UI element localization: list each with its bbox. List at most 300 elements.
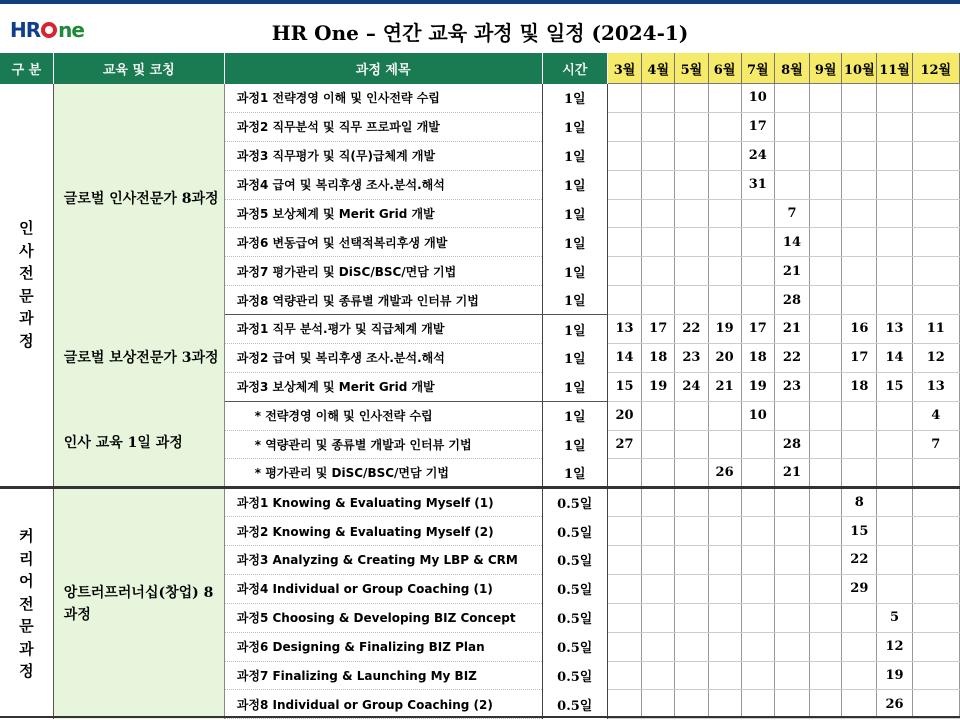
month-date-cell xyxy=(607,84,641,113)
month-date-cell xyxy=(642,661,675,690)
month-date-cell xyxy=(842,459,877,488)
month-date-cell xyxy=(842,632,877,661)
program-name: 인사 교육 1일 과정 xyxy=(53,401,224,488)
month-date-cell xyxy=(741,199,774,228)
course-title: 과정5 보상체계 및 Merit Grid 개발 xyxy=(224,199,542,228)
month-date-cell: 11 xyxy=(912,315,959,344)
month-date-cell xyxy=(642,199,675,228)
month-date-cell xyxy=(877,170,912,199)
course-title: 과정5 Choosing & Developing BIZ Concept xyxy=(224,603,542,632)
category-char: 과 xyxy=(19,309,34,328)
month-date-cell xyxy=(642,257,675,286)
month-date-cell xyxy=(810,546,842,575)
month-date-cell: 23 xyxy=(675,343,708,372)
course-duration: 0.5일 xyxy=(542,661,607,690)
course-duration: 1일 xyxy=(542,257,607,286)
month-date-cell: 19 xyxy=(741,372,774,401)
course-title: 과정2 급여 및 복리후생 조사.분석.해석 xyxy=(224,343,542,372)
month-date-cell: 12 xyxy=(877,632,912,661)
month-date-cell xyxy=(877,401,912,430)
logo-ring-icon xyxy=(41,22,57,38)
title-bar xyxy=(0,4,960,52)
month-date-cell xyxy=(810,372,842,401)
program-name: 글로벌 인사전문가 8과정 xyxy=(53,84,224,315)
month-date-cell xyxy=(642,632,675,661)
course-duration: 1일 xyxy=(542,170,607,199)
header-month: 12월 xyxy=(912,53,959,84)
month-date-cell xyxy=(708,228,741,257)
month-date-cell xyxy=(810,228,842,257)
month-date-cell xyxy=(642,286,675,315)
month-date-cell xyxy=(708,488,741,517)
month-date-cell xyxy=(642,690,675,719)
month-date-cell xyxy=(708,84,741,113)
month-date-cell xyxy=(741,459,774,488)
month-date-cell xyxy=(675,112,708,141)
month-date-cell xyxy=(877,112,912,141)
month-date-cell xyxy=(842,690,877,719)
month-date-cell xyxy=(774,690,809,719)
month-date-cell: 17 xyxy=(741,112,774,141)
month-date-cell: 21 xyxy=(708,372,741,401)
month-date-cell xyxy=(912,632,959,661)
month-date-cell xyxy=(877,546,912,575)
course-title: 과정1 전략경영 이해 및 인사전략 수립 xyxy=(224,84,542,113)
month-date-cell: 15 xyxy=(877,372,912,401)
month-date-cell xyxy=(912,546,959,575)
course-title: 과정2 Knowing & Evaluating Myself (2) xyxy=(224,517,542,546)
month-date-cell: 14 xyxy=(877,343,912,372)
month-date-cell: 8 xyxy=(842,488,877,517)
program-name: 앙트러프러너십(창업) 8과정 xyxy=(53,488,224,719)
month-date-cell xyxy=(708,690,741,719)
logo-text-hr: HR xyxy=(10,18,41,42)
month-date-cell xyxy=(810,517,842,546)
month-date-cell xyxy=(741,661,774,690)
month-date-cell: 21 xyxy=(774,257,809,286)
month-date-cell xyxy=(708,661,741,690)
month-date-cell xyxy=(810,257,842,286)
course-title: * 평가관리 및 DiSC/BSC/면담 기법 xyxy=(224,459,542,488)
month-date-cell xyxy=(642,170,675,199)
month-date-cell xyxy=(675,228,708,257)
course-title: * 전략경영 이해 및 인사전략 수립 xyxy=(224,401,542,430)
course-duration: 1일 xyxy=(542,141,607,170)
month-date-cell: 23 xyxy=(774,372,809,401)
month-date-cell xyxy=(607,199,641,228)
table-row xyxy=(0,401,960,430)
course-title: 과정1 Knowing & Evaluating Myself (1) xyxy=(224,488,542,517)
month-date-cell xyxy=(842,199,877,228)
table-header-row xyxy=(0,53,960,84)
month-date-cell xyxy=(675,574,708,603)
month-date-cell xyxy=(708,170,741,199)
month-date-cell xyxy=(642,228,675,257)
hrone-logo xyxy=(10,18,84,42)
section-category xyxy=(0,488,53,719)
course-title: 과정6 변동급여 및 선택적복리후생 개발 xyxy=(224,228,542,257)
month-date-cell xyxy=(642,459,675,488)
month-date-cell xyxy=(877,228,912,257)
month-date-cell xyxy=(675,603,708,632)
month-date-cell xyxy=(810,430,842,459)
logo-text-ne: ne xyxy=(58,18,84,42)
header-program: 교육 및 코칭 xyxy=(53,53,224,84)
month-date-cell xyxy=(708,603,741,632)
course-duration: 1일 xyxy=(542,315,607,344)
month-date-cell xyxy=(675,430,708,459)
month-date-cell xyxy=(810,401,842,430)
course-title: 과정3 Analyzing & Creating My LBP & CRM xyxy=(224,546,542,575)
month-date-cell xyxy=(877,141,912,170)
month-date-cell xyxy=(675,257,708,286)
month-date-cell xyxy=(741,488,774,517)
section-category xyxy=(0,84,53,488)
header-month: 5월 xyxy=(675,53,708,84)
course-duration: 0.5일 xyxy=(542,488,607,517)
month-date-cell: 22 xyxy=(675,315,708,344)
month-date-cell xyxy=(810,112,842,141)
month-date-cell xyxy=(675,546,708,575)
month-date-cell: 26 xyxy=(708,459,741,488)
month-date-cell xyxy=(877,574,912,603)
course-title: 과정8 역량관리 및 종류별 개발과 인터뷰 기법 xyxy=(224,286,542,315)
month-date-cell: 10 xyxy=(741,401,774,430)
month-date-cell xyxy=(842,257,877,286)
month-date-cell xyxy=(877,286,912,315)
month-date-cell xyxy=(675,141,708,170)
course-duration: 0.5일 xyxy=(542,690,607,719)
month-date-cell xyxy=(642,546,675,575)
month-date-cell xyxy=(607,603,641,632)
header-month: 10월 xyxy=(842,53,877,84)
month-date-cell: 29 xyxy=(842,574,877,603)
month-date-cell xyxy=(675,517,708,546)
month-date-cell xyxy=(741,430,774,459)
month-date-cell xyxy=(912,574,959,603)
month-date-cell xyxy=(877,84,912,113)
course-title: 과정3 보상체계 및 Merit Grid 개발 xyxy=(224,372,542,401)
month-date-cell xyxy=(675,84,708,113)
month-date-cell: 24 xyxy=(741,141,774,170)
month-date-cell xyxy=(810,459,842,488)
category-char: 과 xyxy=(19,639,34,658)
month-date-cell: 21 xyxy=(774,459,809,488)
month-date-cell xyxy=(708,401,741,430)
month-date-cell xyxy=(810,632,842,661)
month-date-cell xyxy=(675,401,708,430)
month-date-cell xyxy=(810,286,842,315)
course-duration: 0.5일 xyxy=(542,574,607,603)
month-date-cell xyxy=(810,141,842,170)
month-date-cell xyxy=(607,228,641,257)
month-date-cell xyxy=(877,517,912,546)
month-date-cell xyxy=(675,488,708,517)
month-date-cell xyxy=(842,228,877,257)
month-date-cell: 10 xyxy=(741,84,774,113)
month-date-cell xyxy=(607,257,641,286)
month-date-cell xyxy=(774,517,809,546)
month-date-cell: 12 xyxy=(912,343,959,372)
month-date-cell xyxy=(675,170,708,199)
course-title: 과정4 급여 및 복리후생 조사.분석.해석 xyxy=(224,170,542,199)
header-month: 9월 xyxy=(810,53,842,84)
month-date-cell xyxy=(741,690,774,719)
month-date-cell xyxy=(741,286,774,315)
month-date-cell xyxy=(810,170,842,199)
course-duration: 0.5일 xyxy=(542,632,607,661)
schedule-table xyxy=(0,53,960,719)
course-duration: 1일 xyxy=(542,372,607,401)
month-date-cell xyxy=(810,488,842,517)
month-date-cell: 18 xyxy=(842,372,877,401)
month-date-cell xyxy=(708,141,741,170)
course-title: 과정1 직무 분석.평가 및 직급체계 개발 xyxy=(224,315,542,344)
month-date-cell: 17 xyxy=(642,315,675,344)
course-duration: 1일 xyxy=(542,343,607,372)
month-date-cell: 28 xyxy=(774,430,809,459)
month-date-cell xyxy=(642,430,675,459)
month-date-cell: 14 xyxy=(774,228,809,257)
month-date-cell xyxy=(642,84,675,113)
category-char: 어 xyxy=(19,572,34,591)
month-date-cell xyxy=(810,315,842,344)
month-date-cell: 19 xyxy=(708,315,741,344)
month-date-cell xyxy=(912,603,959,632)
month-date-cell: 18 xyxy=(642,343,675,372)
month-date-cell xyxy=(607,546,641,575)
month-date-cell xyxy=(842,84,877,113)
course-title: 과정3 직무평가 및 직(무)급체계 개발 xyxy=(224,141,542,170)
course-duration: 1일 xyxy=(542,286,607,315)
category-char: 인 xyxy=(19,219,34,238)
month-date-cell xyxy=(912,517,959,546)
month-date-cell xyxy=(774,661,809,690)
month-date-cell: 17 xyxy=(842,343,877,372)
month-date-cell xyxy=(708,286,741,315)
month-date-cell xyxy=(774,401,809,430)
course-duration: 1일 xyxy=(542,228,607,257)
course-duration: 1일 xyxy=(542,430,607,459)
month-date-cell xyxy=(774,141,809,170)
month-date-cell: 4 xyxy=(912,401,959,430)
course-title: 과정4 Individual or Group Coaching (1) xyxy=(224,574,542,603)
month-date-cell xyxy=(675,286,708,315)
month-date-cell xyxy=(877,488,912,517)
course-duration: 1일 xyxy=(542,459,607,488)
category-char: 리 xyxy=(19,549,34,568)
month-date-cell: 7 xyxy=(774,199,809,228)
header-month: 3월 xyxy=(607,53,641,84)
month-date-cell xyxy=(912,199,959,228)
header-month: 8월 xyxy=(774,53,809,84)
month-date-cell xyxy=(912,84,959,113)
header-month: 6월 xyxy=(708,53,741,84)
month-date-cell: 19 xyxy=(877,661,912,690)
month-date-cell xyxy=(774,84,809,113)
month-date-cell: 27 xyxy=(607,430,641,459)
month-date-cell xyxy=(877,257,912,286)
month-date-cell xyxy=(842,170,877,199)
month-date-cell xyxy=(842,401,877,430)
month-date-cell xyxy=(741,632,774,661)
month-date-cell xyxy=(642,574,675,603)
month-date-cell xyxy=(607,517,641,546)
month-date-cell: 15 xyxy=(607,372,641,401)
month-date-cell xyxy=(912,488,959,517)
month-date-cell xyxy=(912,661,959,690)
header-category: 구 분 xyxy=(0,53,53,84)
month-date-cell xyxy=(810,574,842,603)
month-date-cell: 21 xyxy=(774,315,809,344)
month-date-cell xyxy=(675,459,708,488)
month-date-cell xyxy=(708,574,741,603)
course-title: 과정7 평가관리 및 DiSC/BSC/면담 기법 xyxy=(224,257,542,286)
table-body xyxy=(0,84,960,719)
month-date-cell: 13 xyxy=(912,372,959,401)
category-char: 커 xyxy=(19,527,34,546)
course-duration: 0.5일 xyxy=(542,546,607,575)
month-date-cell xyxy=(810,199,842,228)
month-date-cell: 17 xyxy=(741,315,774,344)
month-date-cell xyxy=(912,257,959,286)
month-date-cell xyxy=(810,343,842,372)
month-date-cell xyxy=(912,112,959,141)
course-title: 과정8 Individual or Group Coaching (2) xyxy=(224,690,542,719)
month-date-cell: 18 xyxy=(741,343,774,372)
month-date-cell xyxy=(607,170,641,199)
course-duration: 0.5일 xyxy=(542,603,607,632)
month-date-cell xyxy=(642,112,675,141)
month-date-cell xyxy=(912,690,959,719)
month-date-cell xyxy=(607,459,641,488)
month-date-cell xyxy=(607,574,641,603)
table-row xyxy=(0,315,960,344)
month-date-cell xyxy=(708,257,741,286)
month-date-cell xyxy=(675,661,708,690)
month-date-cell xyxy=(675,632,708,661)
month-date-cell xyxy=(642,401,675,430)
month-date-cell xyxy=(842,112,877,141)
month-date-cell xyxy=(774,632,809,661)
month-date-cell: 28 xyxy=(774,286,809,315)
month-date-cell: 16 xyxy=(842,315,877,344)
category-char: 전 xyxy=(19,594,34,613)
month-date-cell xyxy=(741,546,774,575)
month-date-cell xyxy=(842,661,877,690)
month-date-cell: 22 xyxy=(774,343,809,372)
month-date-cell xyxy=(912,459,959,488)
month-date-cell xyxy=(642,488,675,517)
header-month: 11월 xyxy=(877,53,912,84)
month-date-cell: 13 xyxy=(877,315,912,344)
month-date-cell: 14 xyxy=(607,343,641,372)
bottom-border-line xyxy=(0,716,960,718)
month-date-cell xyxy=(912,141,959,170)
month-date-cell xyxy=(708,199,741,228)
month-date-cell xyxy=(642,517,675,546)
month-date-cell xyxy=(842,141,877,170)
month-date-cell xyxy=(810,84,842,113)
month-date-cell xyxy=(741,603,774,632)
program-name: 글로벌 보상전문가 3과정 xyxy=(53,315,224,402)
month-date-cell xyxy=(607,141,641,170)
category-char: 문 xyxy=(19,617,34,636)
month-date-cell xyxy=(912,286,959,315)
month-date-cell xyxy=(741,257,774,286)
month-date-cell xyxy=(708,430,741,459)
month-date-cell xyxy=(774,603,809,632)
month-date-cell xyxy=(774,546,809,575)
month-date-cell xyxy=(877,430,912,459)
month-date-cell xyxy=(774,170,809,199)
month-date-cell xyxy=(607,112,641,141)
course-duration: 1일 xyxy=(542,112,607,141)
month-date-cell xyxy=(607,661,641,690)
month-date-cell xyxy=(912,170,959,199)
month-date-cell xyxy=(877,459,912,488)
category-char: 전 xyxy=(19,264,34,283)
month-date-cell xyxy=(842,430,877,459)
header-duration: 시간 xyxy=(542,53,607,84)
month-date-cell xyxy=(741,517,774,546)
month-date-cell xyxy=(675,199,708,228)
month-date-cell xyxy=(810,603,842,632)
course-duration: 0.5일 xyxy=(542,517,607,546)
month-date-cell xyxy=(741,574,774,603)
header-month: 7월 xyxy=(741,53,774,84)
course-title: 과정6 Designing & Finalizing BIZ Plan xyxy=(224,632,542,661)
month-date-cell xyxy=(842,603,877,632)
month-date-cell xyxy=(877,199,912,228)
table-row xyxy=(0,488,960,517)
course-title: 과정7 Finalizing & Launching My BIZ xyxy=(224,661,542,690)
page-title: HR One – 연간 교육 과정 및 일정 (2024-1) xyxy=(271,21,689,45)
course-duration: 1일 xyxy=(542,84,607,113)
header-month: 4월 xyxy=(642,53,675,84)
month-date-cell xyxy=(774,574,809,603)
month-date-cell: 24 xyxy=(675,372,708,401)
month-date-cell: 15 xyxy=(842,517,877,546)
month-date-cell: 20 xyxy=(607,401,641,430)
month-date-cell: 26 xyxy=(877,690,912,719)
table-row xyxy=(0,84,960,113)
category-char: 사 xyxy=(19,241,34,260)
month-date-cell xyxy=(810,661,842,690)
month-date-cell xyxy=(842,286,877,315)
month-date-cell xyxy=(708,546,741,575)
month-date-cell xyxy=(607,632,641,661)
header-course: 과정 제목 xyxy=(224,53,542,84)
category-char: 문 xyxy=(19,286,34,305)
month-date-cell xyxy=(642,603,675,632)
course-title: 과정2 직무분석 및 직무 프로파일 개발 xyxy=(224,112,542,141)
month-date-cell xyxy=(810,690,842,719)
month-date-cell xyxy=(774,488,809,517)
month-date-cell: 19 xyxy=(642,372,675,401)
month-date-cell xyxy=(708,112,741,141)
month-date-cell: 7 xyxy=(912,430,959,459)
category-char: 정 xyxy=(19,331,34,350)
month-date-cell: 22 xyxy=(842,546,877,575)
month-date-cell xyxy=(675,690,708,719)
month-date-cell xyxy=(741,228,774,257)
category-char: 정 xyxy=(19,662,34,681)
month-date-cell xyxy=(708,632,741,661)
month-date-cell: 31 xyxy=(741,170,774,199)
month-date-cell xyxy=(607,690,641,719)
course-duration: 1일 xyxy=(542,401,607,430)
